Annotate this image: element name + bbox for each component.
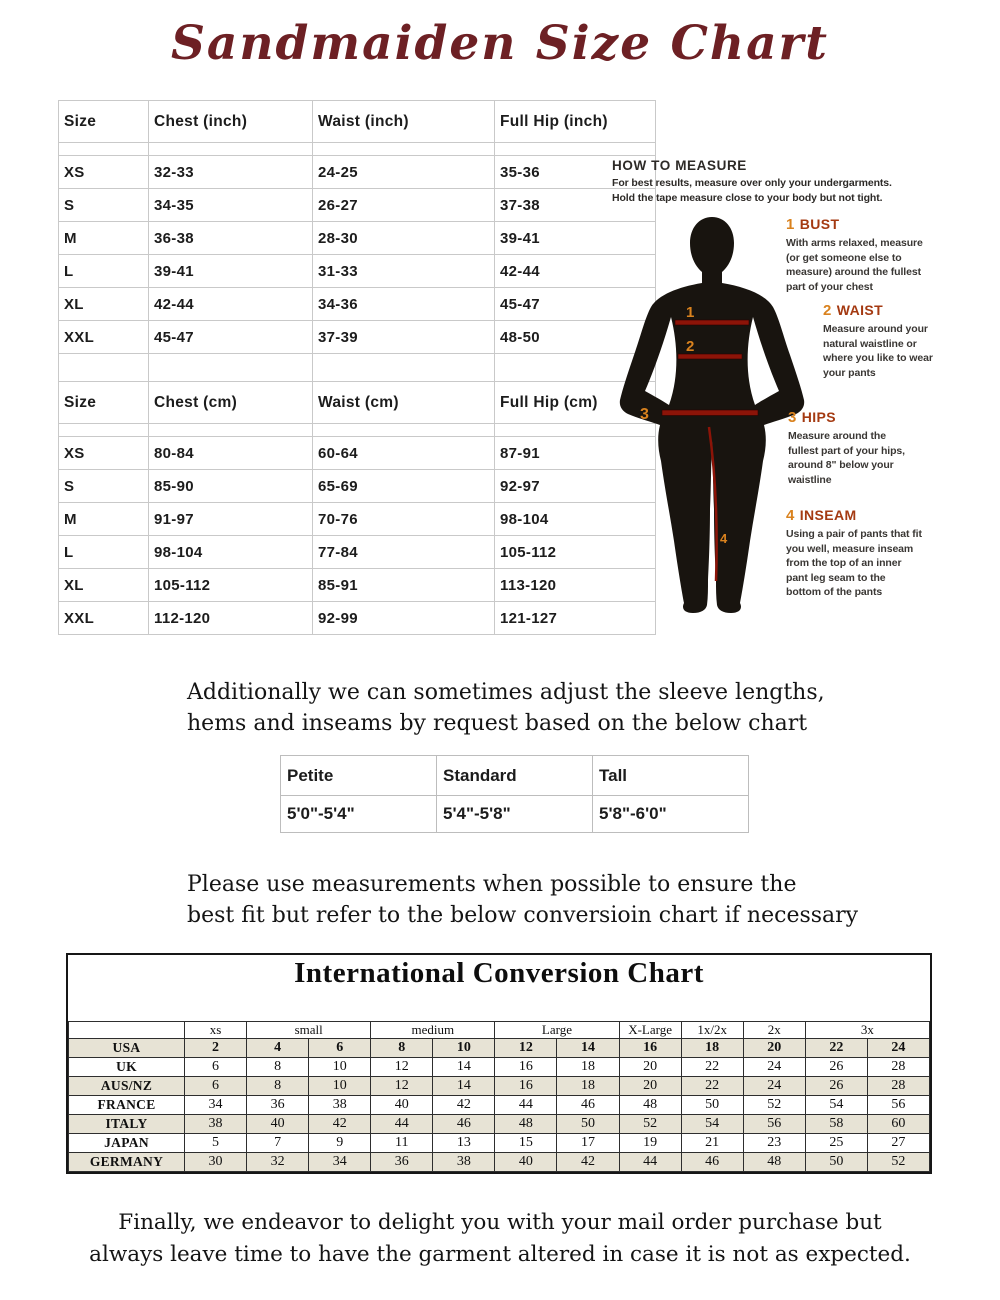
column-header: Petite xyxy=(281,756,437,796)
spacer-row xyxy=(59,424,656,437)
measure-intro-line: For best results, measure over only your undergarments. xyxy=(612,177,892,189)
measure-label: INSEAM xyxy=(799,507,857,523)
measure-number: 3 xyxy=(788,409,797,426)
size-value-cell: 48 xyxy=(743,1153,805,1172)
spacer-cell xyxy=(59,424,149,437)
column-header: Full Hip (inch) xyxy=(495,101,656,143)
size-value-cell: 42 xyxy=(309,1115,371,1134)
size-value-cell: 36 xyxy=(371,1153,433,1172)
size-row xyxy=(59,156,656,189)
conversion-table xyxy=(68,1021,930,1172)
size-value-cell: 54 xyxy=(681,1115,743,1134)
note-adjust-text xyxy=(187,677,825,739)
page-title: Sandmaiden Size Chart xyxy=(170,16,830,71)
conversion-row xyxy=(69,1153,930,1172)
height-table xyxy=(280,755,749,833)
measure-title: HOW TO MEASURE xyxy=(612,158,747,173)
size-cell: 87-91 xyxy=(495,437,656,470)
size-cell: 85-91 xyxy=(313,569,495,602)
size-value-cell: 16 xyxy=(495,1058,557,1077)
size-value-cell: 38 xyxy=(433,1153,495,1172)
gap-cell xyxy=(59,354,149,382)
column-header: Size xyxy=(59,101,149,143)
figure-number-inseam: 4 xyxy=(720,531,728,546)
measure-label: WAIST xyxy=(836,302,884,318)
size-cell: 92-97 xyxy=(495,470,656,503)
international-conversion-chart xyxy=(66,953,932,1174)
column-header: Size xyxy=(59,382,149,424)
size-value-cell: 44 xyxy=(371,1115,433,1134)
measure-item-heading xyxy=(788,409,918,426)
figure-number-bust: 1 xyxy=(686,304,695,321)
spacer-cell xyxy=(313,424,495,437)
size-row xyxy=(59,470,656,503)
spacer-cell xyxy=(149,143,313,156)
size-value-cell: 50 xyxy=(805,1153,867,1172)
table-gap-row xyxy=(59,354,656,382)
size-value-cell: 10 xyxy=(309,1077,371,1096)
height-range-cell: 5'4"-5'8" xyxy=(437,796,593,833)
size-group-header: medium xyxy=(371,1022,495,1039)
size-cell: 37-39 xyxy=(313,321,495,354)
size-value-cell: 58 xyxy=(805,1115,867,1134)
column-header: Waist (cm) xyxy=(313,382,495,424)
size-value-cell: 26 xyxy=(805,1077,867,1096)
size-value-cell: 21 xyxy=(681,1134,743,1153)
country-label: ITALY xyxy=(69,1115,185,1134)
size-group-header: xs xyxy=(185,1022,247,1039)
column-header: Full Hip (cm) xyxy=(495,382,656,424)
size-value-cell: 56 xyxy=(743,1115,805,1134)
size-cell: 24-25 xyxy=(313,156,495,189)
size-group-header: X-Large xyxy=(619,1022,681,1039)
size-value-cell: 25 xyxy=(805,1134,867,1153)
note-line: hems and inseams by request based on the below chart xyxy=(187,711,808,736)
size-header-row xyxy=(59,382,656,424)
corner-cell xyxy=(69,1022,185,1039)
size-cell: XS xyxy=(59,156,149,189)
size-value-cell: 46 xyxy=(557,1096,619,1115)
size-cell: 28-30 xyxy=(313,222,495,255)
size-value-cell: 12 xyxy=(371,1058,433,1077)
country-label: UK xyxy=(69,1058,185,1077)
size-row xyxy=(59,255,656,288)
size-cell: 85-90 xyxy=(149,470,313,503)
size-value-cell: 18 xyxy=(557,1058,619,1077)
size-cell: 70-76 xyxy=(313,503,495,536)
gap-cell xyxy=(313,354,495,382)
size-value-cell: 6 xyxy=(309,1039,371,1058)
size-row xyxy=(59,437,656,470)
size-value-cell: 44 xyxy=(619,1153,681,1172)
conversion-row xyxy=(69,1058,930,1077)
size-row xyxy=(59,321,656,354)
size-value-cell: 14 xyxy=(557,1039,619,1058)
country-label: AUS/NZ xyxy=(69,1077,185,1096)
size-value-cell: 12 xyxy=(371,1077,433,1096)
size-cell: 34-36 xyxy=(313,288,495,321)
size-value-cell: 42 xyxy=(433,1096,495,1115)
measure-item-heading xyxy=(786,507,922,524)
size-value-cell: 52 xyxy=(619,1115,681,1134)
note-line: best fit but refer to the below conversioin chart if necessary xyxy=(187,903,859,928)
size-cell: S xyxy=(59,470,149,503)
size-value-cell: 11 xyxy=(371,1134,433,1153)
size-cell: 105-112 xyxy=(149,569,313,602)
size-value-cell: 15 xyxy=(495,1134,557,1153)
size-value-cell: 20 xyxy=(619,1058,681,1077)
spacer-row xyxy=(59,143,656,156)
height-header-row xyxy=(281,756,749,796)
size-row xyxy=(59,602,656,635)
size-group-header: Large xyxy=(495,1022,619,1039)
measure-item-inseam xyxy=(786,507,922,600)
size-value-cell: 56 xyxy=(867,1096,929,1115)
size-cell: XL xyxy=(59,288,149,321)
measure-text: With arms relaxed, measure (or get someone else to measure) around the fullest part of your chest xyxy=(786,237,923,293)
column-header: Chest (cm) xyxy=(149,382,313,424)
figure-number-waist: 2 xyxy=(686,338,695,355)
size-value-cell: 60 xyxy=(867,1115,929,1134)
conversion-row xyxy=(69,1134,930,1153)
measure-item-hips xyxy=(788,409,918,487)
size-group-header: 3x xyxy=(805,1022,929,1039)
size-cell: M xyxy=(59,503,149,536)
size-cell: 113-120 xyxy=(495,569,656,602)
size-value-cell: 50 xyxy=(681,1096,743,1115)
column-header: Chest (inch) xyxy=(149,101,313,143)
size-cell: 34-35 xyxy=(149,189,313,222)
size-cell: L xyxy=(59,255,149,288)
size-cell: 37-38 xyxy=(495,189,656,222)
size-value-cell: 54 xyxy=(805,1096,867,1115)
size-group-header: small xyxy=(247,1022,371,1039)
size-cell: 35-36 xyxy=(495,156,656,189)
measure-item-bust xyxy=(786,216,928,294)
size-value-cell: 48 xyxy=(619,1096,681,1115)
size-cell: M xyxy=(59,222,149,255)
size-cell: 98-104 xyxy=(495,503,656,536)
spacer-cell xyxy=(495,143,656,156)
conversion-chart-title: International Conversion Chart xyxy=(294,957,704,989)
country-label: FRANCE xyxy=(69,1096,185,1115)
size-row xyxy=(59,569,656,602)
conversion-row xyxy=(69,1039,930,1058)
size-value-cell: 26 xyxy=(805,1058,867,1077)
size-cell: 39-41 xyxy=(495,222,656,255)
size-row xyxy=(59,222,656,255)
column-header: Standard xyxy=(437,756,593,796)
measure-item-heading xyxy=(786,216,928,233)
conversion-row xyxy=(69,1096,930,1115)
size-row xyxy=(59,503,656,536)
size-value-cell: 20 xyxy=(619,1077,681,1096)
size-value-cell: 38 xyxy=(309,1096,371,1115)
measure-item-waist xyxy=(823,302,945,380)
measure-text: Measure around the fullest part of your hips, around 8" below your waistline xyxy=(788,430,905,486)
size-cell: XXL xyxy=(59,321,149,354)
size-value-cell: 6 xyxy=(185,1058,247,1077)
conversion-grid xyxy=(68,1021,930,1172)
size-table xyxy=(58,100,656,635)
size-value-cell: 38 xyxy=(185,1115,247,1134)
size-group-header: 1x/2x xyxy=(681,1022,743,1039)
size-cell: 31-33 xyxy=(313,255,495,288)
note-line: Please use measurements when possible to ensure the xyxy=(187,872,797,897)
measure-intro xyxy=(612,176,1000,206)
size-value-cell: 4 xyxy=(247,1039,309,1058)
country-label: USA xyxy=(69,1039,185,1058)
size-value-cell: 40 xyxy=(371,1096,433,1115)
size-value-cell: 2 xyxy=(185,1039,247,1058)
measure-label: BUST xyxy=(799,216,840,232)
size-cell: 65-69 xyxy=(313,470,495,503)
size-value-cell: 8 xyxy=(247,1077,309,1096)
size-value-cell: 14 xyxy=(433,1058,495,1077)
size-table-inch-cm xyxy=(58,100,656,635)
size-value-cell: 52 xyxy=(743,1096,805,1115)
size-value-cell: 8 xyxy=(371,1039,433,1058)
size-cell: 39-41 xyxy=(149,255,313,288)
size-cell: 48-50 xyxy=(495,321,656,354)
height-range-cell: 5'0"-5'4" xyxy=(281,796,437,833)
body-silhouette-figure xyxy=(612,205,812,620)
size-value-cell: 34 xyxy=(309,1153,371,1172)
size-value-cell: 9 xyxy=(309,1134,371,1153)
measure-label: HIPS xyxy=(801,409,837,425)
size-value-cell: 24 xyxy=(743,1077,805,1096)
size-value-cell: 48 xyxy=(495,1115,557,1134)
size-cell: 92-99 xyxy=(313,602,495,635)
hip-measure-line xyxy=(662,410,758,416)
height-range-cell: 5'8"-6'0" xyxy=(593,796,749,833)
size-cell: 60-64 xyxy=(313,437,495,470)
size-value-cell: 32 xyxy=(247,1153,309,1172)
size-cell: 42-44 xyxy=(495,255,656,288)
height-range-table xyxy=(280,755,749,833)
size-value-cell: 46 xyxy=(681,1153,743,1172)
size-value-cell: 40 xyxy=(247,1115,309,1134)
size-value-cell: 46 xyxy=(433,1115,495,1134)
conversion-row xyxy=(69,1115,930,1134)
size-cell: 112-120 xyxy=(149,602,313,635)
size-value-cell: 50 xyxy=(557,1115,619,1134)
size-value-cell: 36 xyxy=(247,1096,309,1115)
column-header: Tall xyxy=(593,756,749,796)
size-value-cell: 5 xyxy=(185,1134,247,1153)
size-cell: 98-104 xyxy=(149,536,313,569)
size-cell: 45-47 xyxy=(149,321,313,354)
note-final-text xyxy=(0,1207,1000,1271)
note-line: Additionally we can sometimes adjust the sleeve lengths, xyxy=(187,680,825,705)
spacer-cell xyxy=(59,143,149,156)
spacer-cell xyxy=(149,424,313,437)
measure-number: 2 xyxy=(823,302,832,319)
size-cell: 42-44 xyxy=(149,288,313,321)
size-value-cell: 13 xyxy=(433,1134,495,1153)
size-cell: 45-47 xyxy=(495,288,656,321)
size-value-cell: 24 xyxy=(743,1058,805,1077)
conversion-row xyxy=(69,1077,930,1096)
size-value-cell: 30 xyxy=(185,1153,247,1172)
size-value-cell: 40 xyxy=(495,1153,557,1172)
size-value-cell: 28 xyxy=(867,1058,929,1077)
size-cell: 77-84 xyxy=(313,536,495,569)
measure-intro-line: Hold the tape measure close to your body but not tight. xyxy=(612,192,883,204)
size-value-cell: 19 xyxy=(619,1134,681,1153)
country-label: JAPAN xyxy=(69,1134,185,1153)
gap-cell xyxy=(149,354,313,382)
size-value-cell: 17 xyxy=(557,1134,619,1153)
size-value-cell: 28 xyxy=(867,1077,929,1096)
column-header: Waist (inch) xyxy=(313,101,495,143)
size-row xyxy=(59,288,656,321)
note-line: always leave time to have the garment altered in case it is not as expected. xyxy=(89,1242,911,1267)
measure-number: 4 xyxy=(786,507,795,524)
size-cell: 32-33 xyxy=(149,156,313,189)
size-cell: 36-38 xyxy=(149,222,313,255)
measure-text: Using a pair of pants that fit you well, measure inseam from the top of an inner pant leg seam to the bottom of the pants xyxy=(786,528,922,599)
size-value-cell: 20 xyxy=(743,1039,805,1058)
size-value-cell: 22 xyxy=(805,1039,867,1058)
size-value-cell: 27 xyxy=(867,1134,929,1153)
note-measurements-text xyxy=(187,869,858,931)
size-value-cell: 44 xyxy=(495,1096,557,1115)
size-cell: L xyxy=(59,536,149,569)
size-group-header-row xyxy=(69,1022,930,1039)
country-label: GERMANY xyxy=(69,1153,185,1172)
size-row xyxy=(59,189,656,222)
size-cell: XS xyxy=(59,437,149,470)
figure-number-hips: 3 xyxy=(640,406,649,423)
size-cell: 26-27 xyxy=(313,189,495,222)
size-cell: XXL xyxy=(59,602,149,635)
measure-item-heading xyxy=(823,302,945,319)
size-cell: 91-97 xyxy=(149,503,313,536)
size-group-header: 2x xyxy=(743,1022,805,1039)
size-value-cell: 42 xyxy=(557,1153,619,1172)
spacer-cell xyxy=(313,143,495,156)
note-line: Finally, we endeavor to delight you with your mail order purchase but xyxy=(118,1210,882,1235)
size-value-cell: 12 xyxy=(495,1039,557,1058)
size-value-cell: 6 xyxy=(185,1077,247,1096)
size-value-cell: 52 xyxy=(867,1153,929,1172)
measure-text: Measure around your natural waistline or where you like to wear your pants xyxy=(823,323,933,379)
size-value-cell: 22 xyxy=(681,1058,743,1077)
size-value-cell: 23 xyxy=(743,1134,805,1153)
size-cell: 121-127 xyxy=(495,602,656,635)
size-value-cell: 7 xyxy=(247,1134,309,1153)
size-value-cell: 10 xyxy=(309,1058,371,1077)
size-cell: 105-112 xyxy=(495,536,656,569)
size-value-cell: 22 xyxy=(681,1077,743,1096)
size-value-cell: 34 xyxy=(185,1096,247,1115)
size-row xyxy=(59,536,656,569)
size-cell: S xyxy=(59,189,149,222)
size-value-cell: 8 xyxy=(247,1058,309,1077)
how-to-measure-section xyxy=(612,158,1000,658)
size-value-cell: 24 xyxy=(867,1039,929,1058)
size-value-cell: 18 xyxy=(681,1039,743,1058)
height-row xyxy=(281,796,749,833)
size-value-cell: 16 xyxy=(495,1077,557,1096)
size-header-row xyxy=(59,101,656,143)
size-value-cell: 18 xyxy=(557,1077,619,1096)
size-cell: XL xyxy=(59,569,149,602)
size-cell: 80-84 xyxy=(149,437,313,470)
size-value-cell: 10 xyxy=(433,1039,495,1058)
measure-number: 1 xyxy=(786,216,795,233)
size-value-cell: 14 xyxy=(433,1077,495,1096)
size-value-cell: 16 xyxy=(619,1039,681,1058)
